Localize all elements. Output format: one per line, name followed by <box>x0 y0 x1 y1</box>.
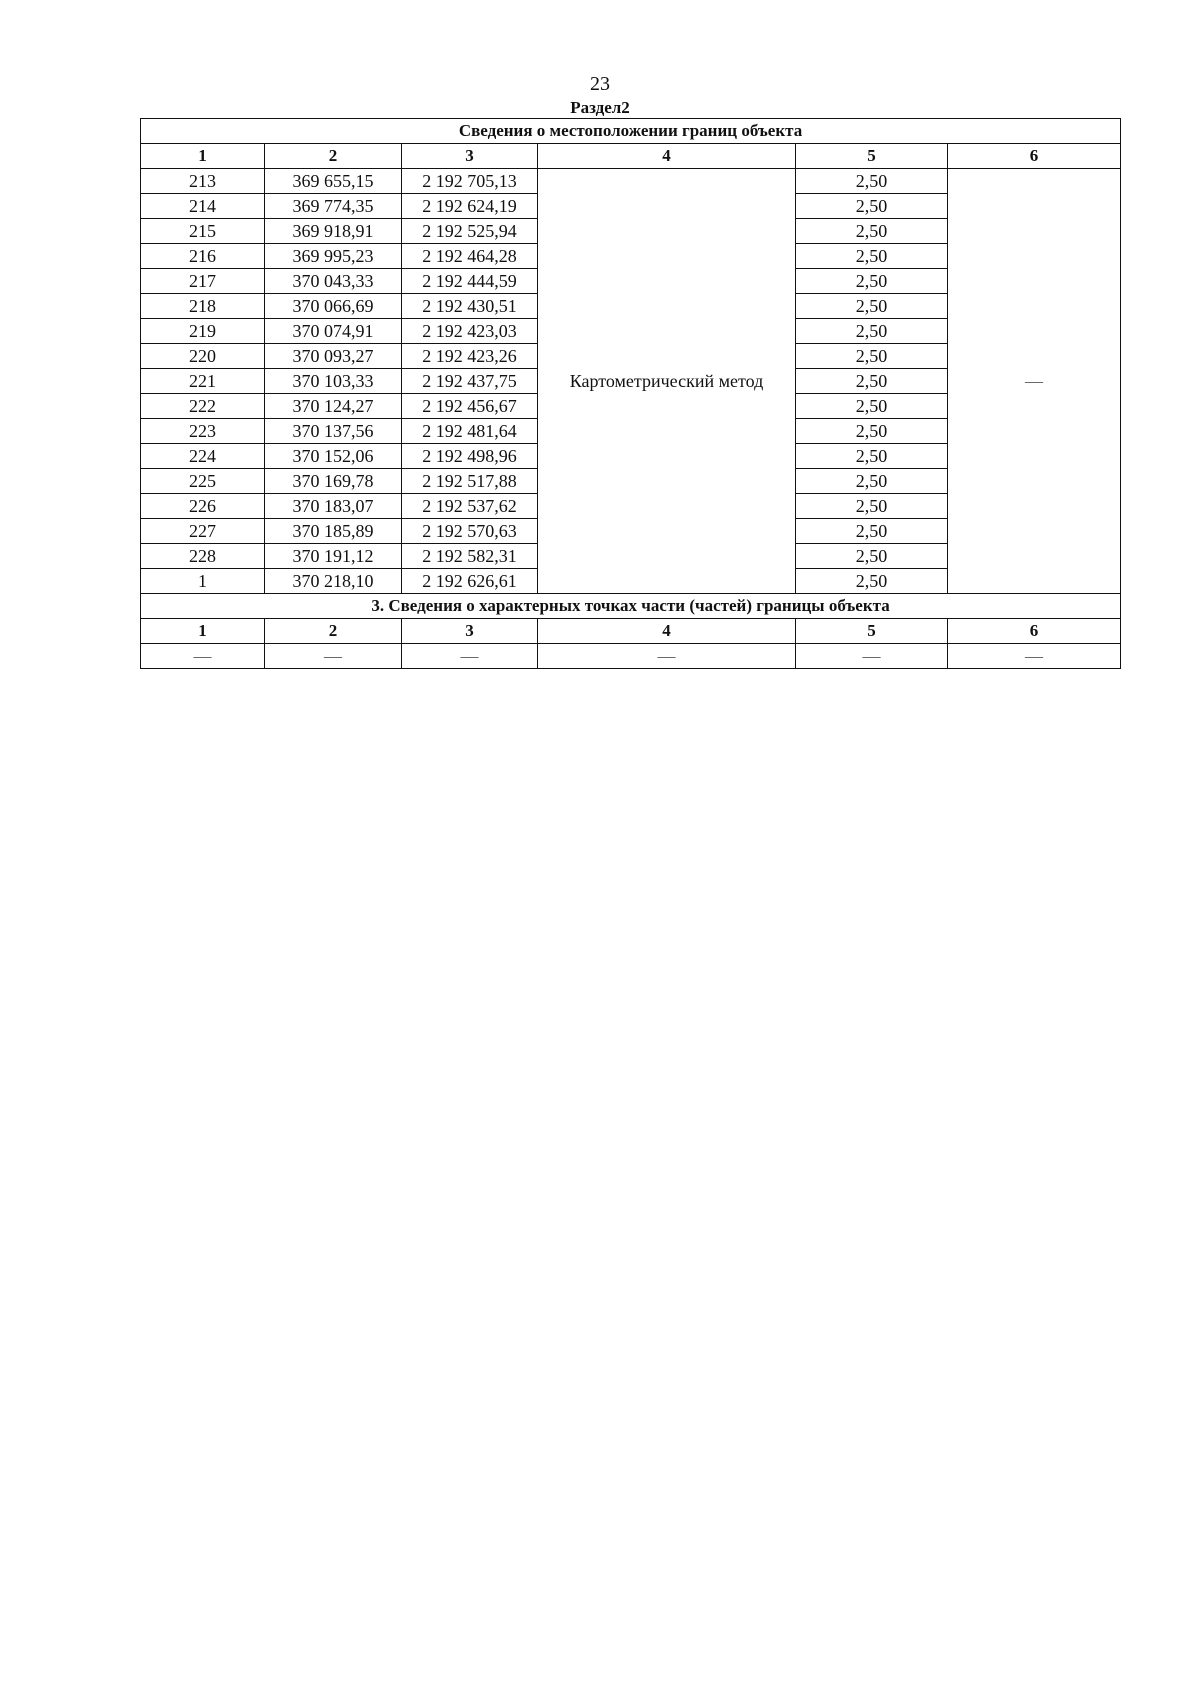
point-number-cell: 226 <box>141 494 265 519</box>
x-coordinate-cell: 370 124,27 <box>265 394 402 419</box>
x-coordinate-cell: 370 185,89 <box>265 519 402 544</box>
section3-column-number-row <box>141 619 1121 644</box>
column-number: 4 <box>538 619 796 644</box>
x-coordinate-cell: 369 655,15 <box>265 169 402 194</box>
accuracy-cell: 2,50 <box>796 444 948 469</box>
x-coordinate-cell: 370 152,06 <box>265 444 402 469</box>
point-number-cell: 222 <box>141 394 265 419</box>
column-number: 4 <box>538 144 796 169</box>
column-number: 3 <box>402 619 538 644</box>
y-coordinate-cell: 2 192 582,31 <box>402 544 538 569</box>
description-cell: — <box>948 169 1121 594</box>
accuracy-cell: 2,50 <box>796 169 948 194</box>
x-coordinate-cell: 370 074,91 <box>265 319 402 344</box>
column-number-row <box>141 144 1121 169</box>
y-coordinate-cell: 2 192 570,63 <box>402 519 538 544</box>
y-coordinate-cell: 2 192 517,88 <box>402 469 538 494</box>
point-number-cell: 223 <box>141 419 265 444</box>
boundary-table <box>140 118 1121 669</box>
accuracy-cell: 2,50 <box>796 344 948 369</box>
accuracy-cell: 2,50 <box>796 569 948 594</box>
y-coordinate-cell: 2 192 705,13 <box>402 169 538 194</box>
empty-cell: — <box>141 644 265 669</box>
accuracy-cell: 2,50 <box>796 369 948 394</box>
point-number-cell: 228 <box>141 544 265 569</box>
x-coordinate-cell: 370 183,07 <box>265 494 402 519</box>
point-number-cell: 213 <box>141 169 265 194</box>
column-number: 5 <box>796 619 948 644</box>
y-coordinate-cell: 2 192 525,94 <box>402 219 538 244</box>
empty-cell: — <box>538 644 796 669</box>
x-coordinate-cell: 370 169,78 <box>265 469 402 494</box>
column-number: 6 <box>948 619 1121 644</box>
y-coordinate-cell: 2 192 423,03 <box>402 319 538 344</box>
section-title: Раздел2 <box>570 98 630 117</box>
column-number: 1 <box>141 619 265 644</box>
x-coordinate-cell: 369 774,35 <box>265 194 402 219</box>
accuracy-cell: 2,50 <box>796 519 948 544</box>
y-coordinate-cell: 2 192 423,26 <box>402 344 538 369</box>
y-coordinate-cell: 2 192 498,96 <box>402 444 538 469</box>
table-caption: Сведения о местоположении границ объекта <box>141 119 1121 144</box>
column-number: 5 <box>796 144 948 169</box>
y-coordinate-cell: 2 192 437,75 <box>402 369 538 394</box>
x-coordinate-cell: 370 103,33 <box>265 369 402 394</box>
column-number: 2 <box>265 144 402 169</box>
accuracy-cell: 2,50 <box>796 219 948 244</box>
point-number-cell: 217 <box>141 269 265 294</box>
point-number-cell: 218 <box>141 294 265 319</box>
method-cell: Картометрический метод <box>538 169 796 594</box>
point-number-cell: 224 <box>141 444 265 469</box>
point-number-cell: 216 <box>141 244 265 269</box>
accuracy-cell: 2,50 <box>796 269 948 294</box>
point-number-cell: 225 <box>141 469 265 494</box>
point-number-cell: 220 <box>141 344 265 369</box>
column-number: 1 <box>141 144 265 169</box>
x-coordinate-cell: 370 191,12 <box>265 544 402 569</box>
accuracy-cell: 2,50 <box>796 469 948 494</box>
point-number-cell: 219 <box>141 319 265 344</box>
accuracy-cell: 2,50 <box>796 194 948 219</box>
accuracy-cell: 2,50 <box>796 244 948 269</box>
x-coordinate-cell: 369 995,23 <box>265 244 402 269</box>
x-coordinate-cell: 370 218,10 <box>265 569 402 594</box>
point-number-cell: 215 <box>141 219 265 244</box>
x-coordinate-cell: 370 043,33 <box>265 269 402 294</box>
empty-cell: — <box>948 644 1121 669</box>
x-coordinate-cell: 369 918,91 <box>265 219 402 244</box>
point-number-cell: 227 <box>141 519 265 544</box>
accuracy-cell: 2,50 <box>796 494 948 519</box>
y-coordinate-cell: 2 192 626,61 <box>402 569 538 594</box>
accuracy-cell: 2,50 <box>796 319 948 344</box>
y-coordinate-cell: 2 192 464,28 <box>402 244 538 269</box>
accuracy-cell: 2,50 <box>796 419 948 444</box>
y-coordinate-cell: 2 192 481,64 <box>402 419 538 444</box>
empty-cell: — <box>265 644 402 669</box>
y-coordinate-cell: 2 192 456,67 <box>402 394 538 419</box>
table-row <box>141 169 1121 194</box>
accuracy-cell: 2,50 <box>796 544 948 569</box>
y-coordinate-cell: 2 192 430,51 <box>402 294 538 319</box>
y-coordinate-cell: 2 192 624,19 <box>402 194 538 219</box>
y-coordinate-cell: 2 192 537,62 <box>402 494 538 519</box>
point-number-cell: 221 <box>141 369 265 394</box>
section3-caption: 3. Сведения о характерных точках части (частей) границы объекта <box>141 594 1121 619</box>
empty-cell: — <box>796 644 948 669</box>
x-coordinate-cell: 370 093,27 <box>265 344 402 369</box>
page-number: 23 <box>590 73 610 95</box>
accuracy-cell: 2,50 <box>796 294 948 319</box>
empty-cell: — <box>402 644 538 669</box>
column-number: 6 <box>948 144 1121 169</box>
point-number-cell: 214 <box>141 194 265 219</box>
column-number: 2 <box>265 619 402 644</box>
section3-empty-row <box>141 644 1121 669</box>
accuracy-cell: 2,50 <box>796 394 948 419</box>
x-coordinate-cell: 370 137,56 <box>265 419 402 444</box>
y-coordinate-cell: 2 192 444,59 <box>402 269 538 294</box>
point-number-cell: 1 <box>141 569 265 594</box>
x-coordinate-cell: 370 066,69 <box>265 294 402 319</box>
column-number: 3 <box>402 144 538 169</box>
